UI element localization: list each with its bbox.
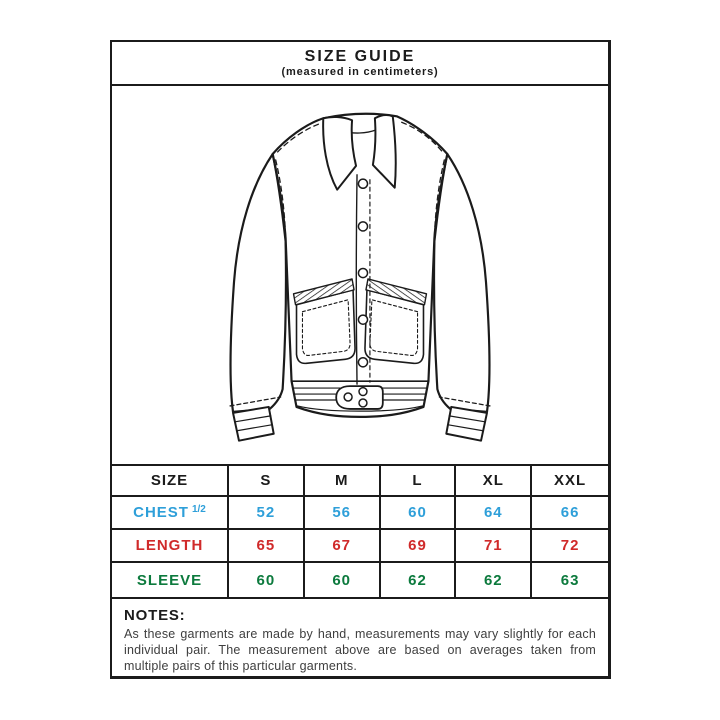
notes-section [112, 597, 608, 676]
length-value-xxl: 72 [532, 530, 608, 563]
length-value-m: 67 [305, 530, 381, 563]
column-header-xl: XL [456, 466, 532, 497]
header-section [112, 42, 608, 84]
column-header-l: L [381, 466, 457, 497]
sleeve-value-xxl: 63 [532, 563, 608, 597]
jacket-illustration-panel [112, 84, 608, 464]
chest-value-s: 52 [229, 497, 305, 530]
sleeve-value-s: 60 [229, 563, 305, 597]
length-value-xl: 71 [456, 530, 532, 563]
page-subtitle: (measured in centimeters) [281, 65, 439, 78]
column-header-xxl: XXL [532, 466, 608, 497]
column-header-m: M [305, 466, 381, 497]
measure-label-text: LENGTH [135, 537, 204, 554]
measure-label-text: CHEST [133, 504, 189, 521]
chest-value-xl: 64 [456, 497, 532, 530]
length-value-s: 65 [229, 530, 305, 563]
column-header-s: S [229, 466, 305, 497]
half-fraction: 1/2 [191, 504, 206, 515]
size-table [112, 464, 608, 597]
notes-heading: NOTES: [124, 607, 186, 624]
column-header-size: SIZE [112, 466, 229, 497]
measure-label-sleeve [112, 563, 229, 597]
page-title: SIZE GUIDE [304, 47, 416, 65]
length-value-l: 69 [381, 530, 457, 563]
chest-value-xxl: 66 [532, 497, 608, 530]
sleeve-value-xl: 62 [456, 563, 532, 597]
measure-label-chest [112, 497, 229, 530]
chest-value-m: 56 [305, 497, 381, 530]
sleeve-value-l: 62 [381, 563, 457, 597]
measure-label-length [112, 530, 229, 563]
size-guide-sheet [110, 40, 611, 679]
sleeve-value-m: 60 [305, 563, 381, 597]
jacket-flat-sketch-icon [112, 86, 608, 464]
measure-label-text: SLEEVE [136, 571, 203, 589]
chest-value-l: 60 [381, 497, 457, 530]
notes-body: As these garments are made by hand, measurements may vary slightly for each individual pair. The measurement above are based on averages taken from multiple pairs of this particular garments. [124, 627, 596, 673]
